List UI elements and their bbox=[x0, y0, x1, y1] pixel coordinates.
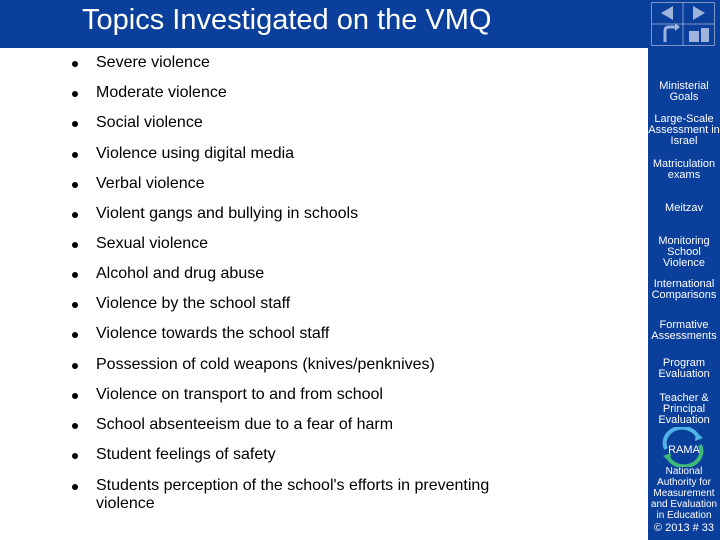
sidebar-item-ministerial-goals[interactable]: Ministerial Goals bbox=[659, 80, 709, 103]
authority-name: National Authority for Measurement and Evaluation in Education bbox=[650, 466, 718, 521]
rama-logo-label: RAMA bbox=[668, 444, 700, 456]
bullet-dot-icon bbox=[72, 393, 78, 399]
bullet-dot-icon bbox=[72, 423, 78, 429]
bullet-dot-icon bbox=[72, 61, 78, 67]
sidebar-item-monitoring-school-violence[interactable]: Monitoring School Violence bbox=[658, 235, 710, 269]
slide-footer: © 2013 # 33 bbox=[653, 522, 715, 534]
bullet-dot-icon bbox=[72, 484, 78, 490]
bullet-dot-icon bbox=[72, 272, 78, 278]
sidebar-item-teacher-principal-evaluation[interactable]: Teacher & Principal Evaluation bbox=[658, 392, 710, 426]
title-bar bbox=[0, 0, 648, 48]
slide-navigation bbox=[651, 2, 715, 46]
bullet-dot-icon bbox=[72, 121, 78, 127]
page-title: Topics Investigated on the VMQ bbox=[82, 4, 492, 36]
bullet-dot-icon bbox=[72, 182, 78, 188]
sidebar-item-program-evaluation[interactable]: Program Evaluation bbox=[658, 357, 710, 380]
bullet-dot-icon bbox=[72, 453, 78, 459]
bullet-dot-icon bbox=[72, 91, 78, 97]
sidebar-item-international-comparisons[interactable]: International Comparisons bbox=[651, 278, 717, 301]
sidebar-item-matriculation-exams[interactable]: Matriculation exams bbox=[652, 158, 716, 181]
bullet-dot-icon bbox=[72, 363, 78, 369]
bullet-dot-icon bbox=[72, 242, 78, 248]
sidebar-item-meitzav[interactable]: Meitzav bbox=[665, 202, 703, 214]
bullet-dot-icon bbox=[72, 302, 78, 308]
bullet-dot-icon bbox=[72, 212, 78, 218]
sidebar bbox=[648, 0, 720, 540]
bullet-dot-icon bbox=[72, 332, 78, 338]
sidebar-item-formative-assessments[interactable]: Formative Assessments bbox=[651, 319, 717, 342]
bullet-dot-icon bbox=[72, 152, 78, 158]
sidebar-item-large-scale-assessment[interactable]: Large-Scale Assessment in Israel bbox=[648, 113, 720, 147]
